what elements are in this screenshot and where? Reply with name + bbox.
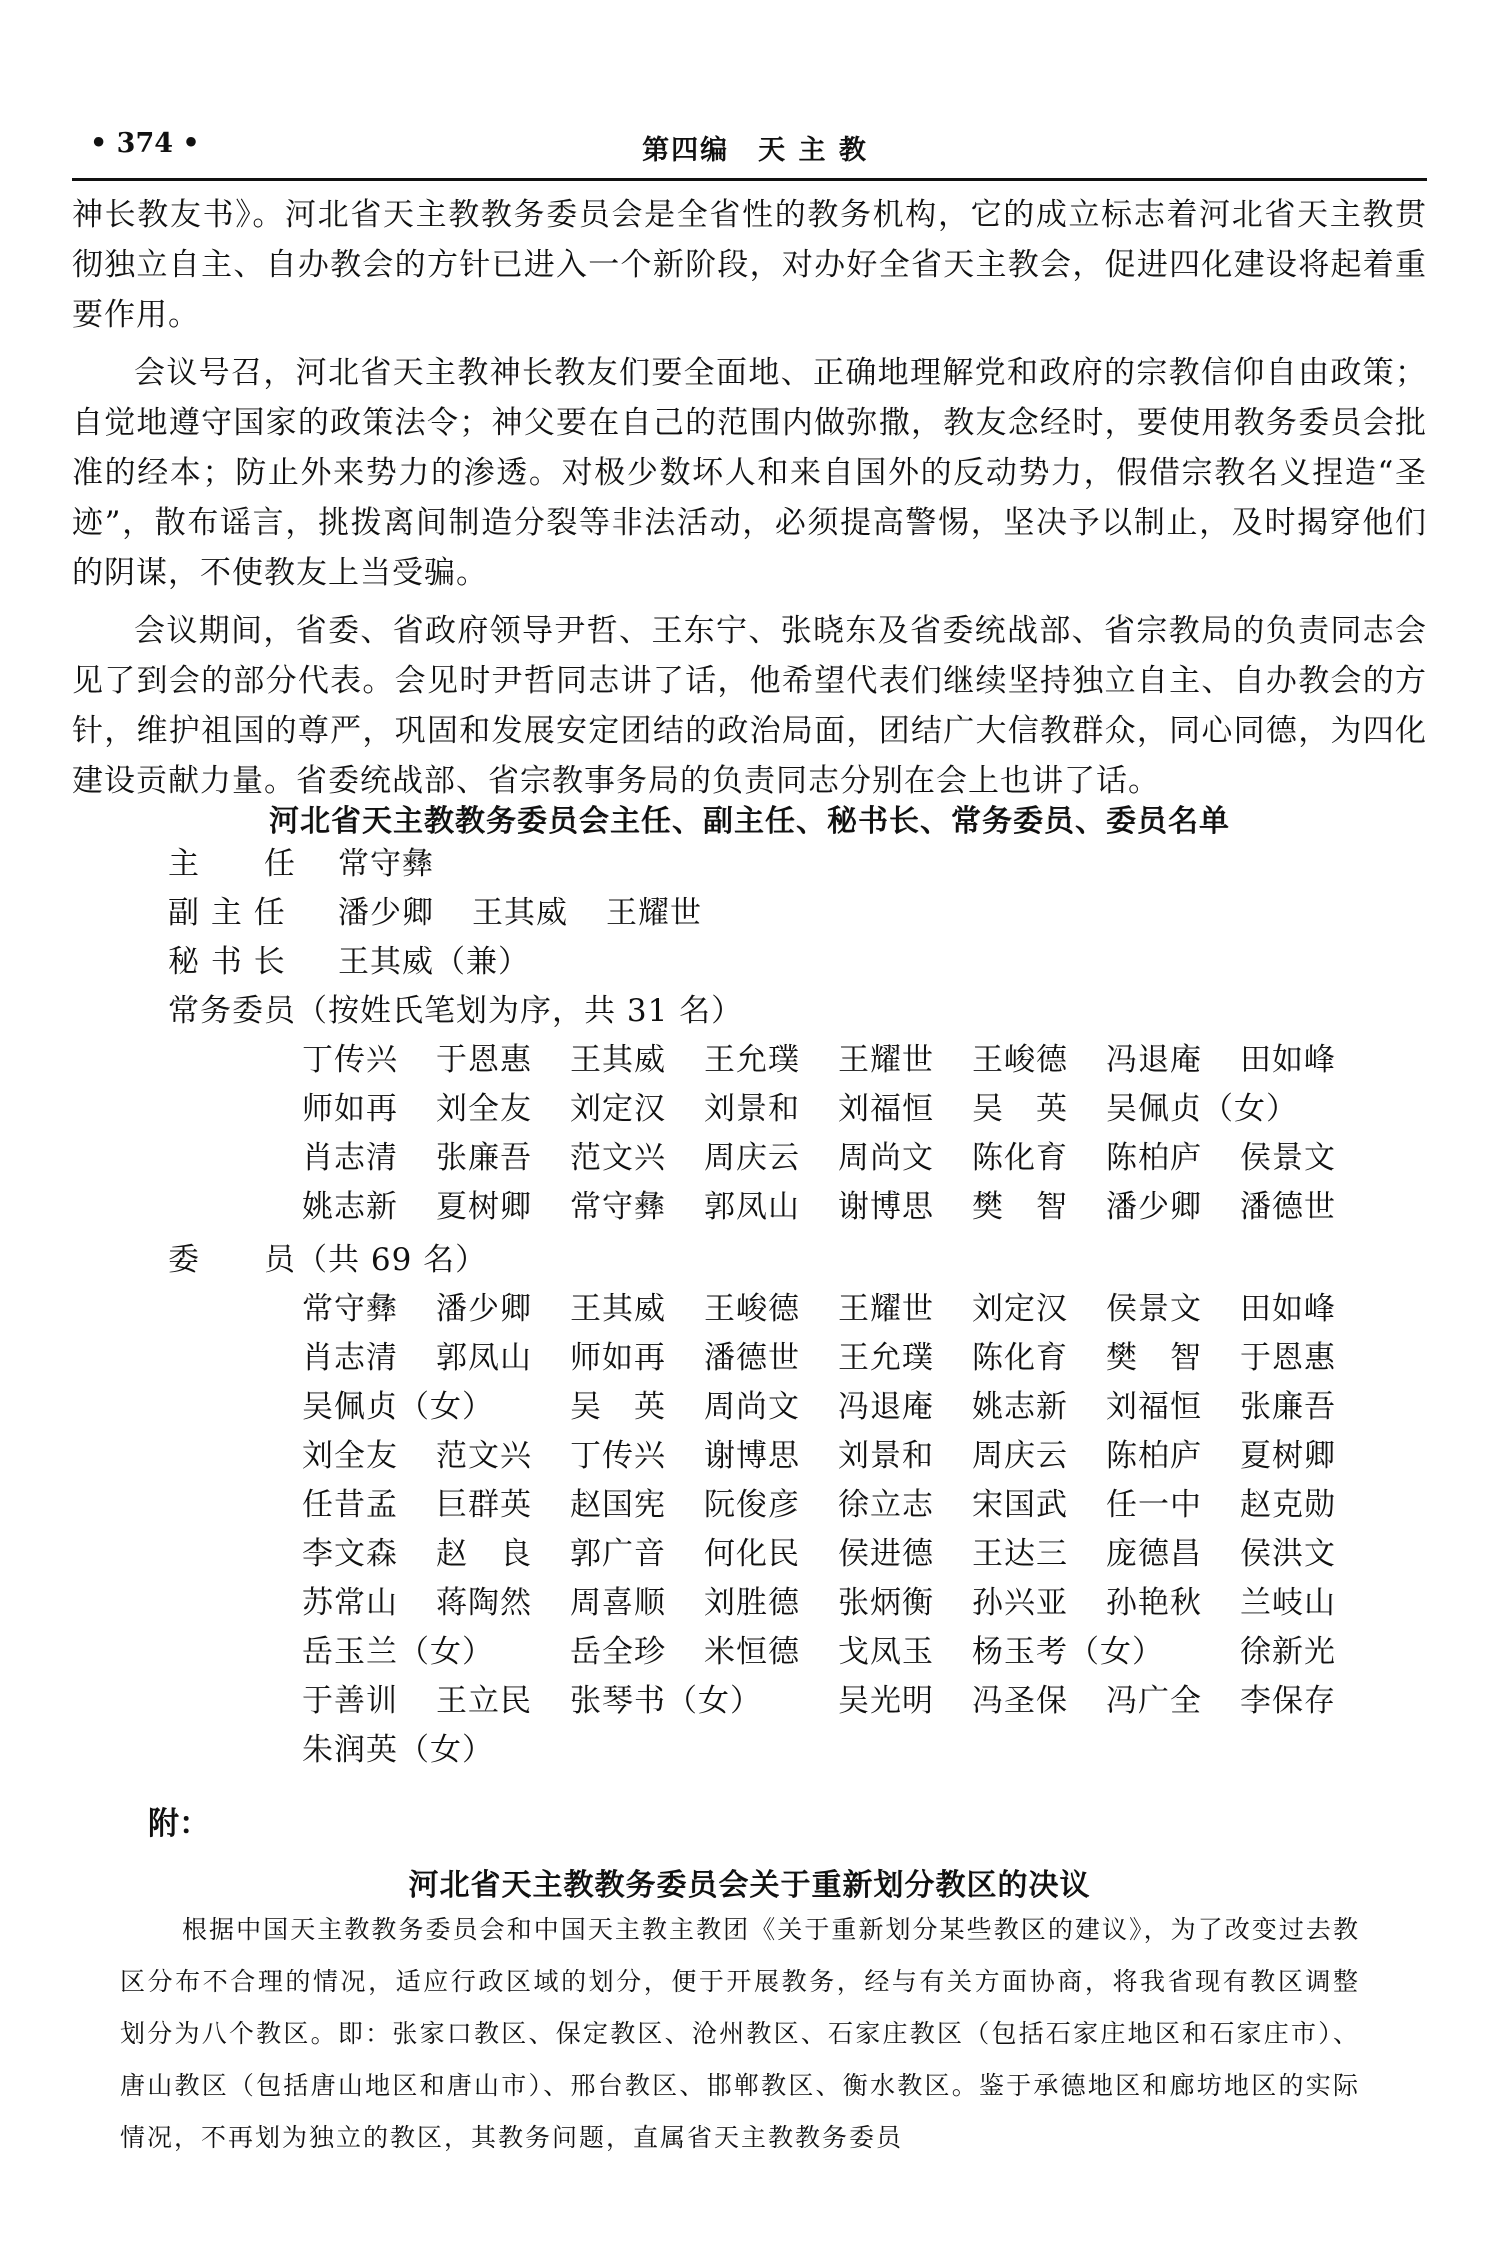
person-name: 侯进德 (838, 1536, 934, 1572)
person-name: 王其威 (570, 1042, 666, 1078)
person-name: 蒋陶然 (436, 1585, 532, 1621)
person-name: 王耀世 (838, 1042, 934, 1078)
director-name: 常守彝 (338, 846, 434, 882)
person-name: 樊 智 (972, 1189, 1068, 1225)
person-name: 任一中 (1106, 1487, 1202, 1523)
person-name: 刘定汉 (570, 1091, 666, 1127)
person-name: 肖志清 (302, 1140, 398, 1176)
person-name: 任昔孟 (302, 1487, 398, 1523)
person-name: 朱润英（女） (302, 1732, 494, 1768)
name-row (302, 1381, 1422, 1430)
person-name: 潘德世 (704, 1340, 800, 1376)
person-name: 徐立志 (838, 1487, 934, 1523)
person-name: 郭凤山 (704, 1189, 800, 1225)
person-name: 姚志新 (302, 1189, 398, 1225)
person-name: 李文森 (302, 1536, 398, 1572)
person-name: 刘胜德 (704, 1585, 800, 1621)
person-name: 周尚文 (704, 1389, 800, 1425)
person-name: 侯洪文 (1240, 1536, 1336, 1572)
resolution-title: 河北省天主教教务委员会关于重新划分教区的决议 (408, 1868, 1091, 1903)
person-name: 田如峰 (1240, 1042, 1336, 1078)
person-name: 陈柏庐 (1106, 1438, 1202, 1474)
person-name: 周喜顺 (570, 1585, 666, 1621)
person-name: 郭广音 (570, 1536, 666, 1572)
name-row (302, 1034, 1422, 1083)
person-name: 苏常山 (302, 1585, 398, 1621)
name-row (302, 1083, 1422, 1132)
name-row (302, 1181, 1422, 1230)
person-name: 冯退庵 (838, 1389, 934, 1425)
header-rule (72, 178, 1427, 181)
person-name: 吴 英 (972, 1091, 1068, 1127)
person-name: 王允璞 (704, 1042, 800, 1078)
person-name: 侯景文 (1240, 1140, 1336, 1176)
standing-committee-heading: 常务委员（按姓氏笔划为序，共 31 名） (168, 993, 744, 1029)
name-row (302, 1724, 1422, 1773)
person-name: 侯景文 (1106, 1291, 1202, 1327)
resolution-paragraph: 根据中国天主教教务委员会和中国天主教主教团《关于重新划分某些教区的建议》，为了改变过去教区分布不合理的情况，适应行政区域的划分，便于开展教务，经与有关方面协商，将我省现有教区调整划分为八个教区。即：张家口教区、保定教区、沧州教区、石家庄教区（包括石家庄地区和石家庄市）、唐山教区（包括唐山地区和唐山市）、邢台教区、邯郸教区、衡水教区。鉴于承德地区和廊坊地区的实际情况，不再划为独立的教区，其教务问题，直属省天主教教务委员 (120, 1915, 1360, 2152)
person-name: 于恩惠 (1240, 1340, 1336, 1376)
name-row (302, 1132, 1422, 1181)
person-name: 谢博思 (838, 1189, 934, 1225)
person-name: 常守彝 (302, 1291, 398, 1327)
person-name: 夏树卿 (436, 1189, 532, 1225)
person-name: 吴光明 (838, 1683, 934, 1719)
person-name: 潘少卿 (1106, 1189, 1202, 1225)
name-row (302, 1626, 1422, 1675)
resolution-body (120, 1904, 1360, 2164)
person-name: 王允璞 (838, 1340, 934, 1376)
list-title: 河北省天主教教务委员会主任、副主任、秘书长、常务委员、委员名单 (269, 804, 1230, 839)
name-row (302, 1332, 1422, 1381)
person-name: 张琴书（女） (570, 1683, 762, 1719)
paragraph-3: 会议期间，省委、省政府领导尹哲、王东宁、张晓东及省委统战部、省宗教局的负责同志会见了到会的部分代表。会见时尹哲同志讲了话，他希望代表们继续坚持独立自主、自办教会的方针，维护祖国的尊严，巩固和发展安定团结的政治局面，团结广大信教群众，同心同德，为四化建设贡献力量。省委统战部、省宗教事务局的负责同志分别在会上也讲了话。 (72, 613, 1427, 799)
person-name: 陈柏庐 (1106, 1140, 1202, 1176)
person-name: 刘景和 (838, 1438, 934, 1474)
person-name: 陈化育 (972, 1340, 1068, 1376)
person-name: 孙艳秋 (1106, 1585, 1202, 1621)
secretary-general-row (168, 936, 568, 981)
standing-committee-list (302, 1034, 1422, 1230)
person-name: 周庆云 (704, 1140, 800, 1176)
person-name: 王其威 (570, 1291, 666, 1327)
person-name: 巨群英 (436, 1487, 532, 1523)
person-name: 赵 良 (436, 1536, 532, 1572)
deputy-director-name: 王其威 (472, 895, 568, 931)
person-name: 刘全友 (302, 1438, 398, 1474)
person-name: 刘福恒 (1106, 1389, 1202, 1425)
person-name: 米恒德 (704, 1634, 800, 1670)
name-row (302, 1479, 1422, 1528)
name-row (302, 1528, 1422, 1577)
person-name: 夏树卿 (1240, 1438, 1336, 1474)
person-name: 赵国宪 (570, 1487, 666, 1523)
name-row (302, 1430, 1422, 1479)
person-name: 宋国武 (972, 1487, 1068, 1523)
person-name: 戈凤玉 (838, 1634, 934, 1670)
person-name: 姚志新 (972, 1389, 1068, 1425)
deputy-director-label: 副 主 任 (168, 895, 286, 931)
deputy-director-row (168, 887, 740, 932)
name-row (302, 1577, 1422, 1626)
committee-members-list (302, 1283, 1422, 1773)
person-name: 范文兴 (570, 1140, 666, 1176)
person-name: 丁传兴 (570, 1438, 666, 1474)
person-name: 周尚文 (838, 1140, 934, 1176)
person-name: 刘全友 (436, 1091, 532, 1127)
person-name: 阮俊彦 (704, 1487, 800, 1523)
person-name: 刘景和 (704, 1091, 800, 1127)
secretary-general-name: 王其威（兼） (338, 944, 530, 980)
person-name: 周庆云 (972, 1438, 1068, 1474)
person-name: 师如再 (570, 1340, 666, 1376)
deputy-director-name: 王耀世 (606, 895, 702, 931)
running-title: 第四编 天 主 教 (642, 135, 868, 166)
person-name: 何化民 (704, 1536, 800, 1572)
person-name: 丁传兴 (302, 1042, 398, 1078)
person-name: 师如再 (302, 1091, 398, 1127)
person-name: 张廉吾 (436, 1140, 532, 1176)
person-name: 张廉吾 (1240, 1389, 1336, 1425)
person-name: 吴佩贞（女） (302, 1389, 494, 1425)
person-name: 王立民 (436, 1683, 532, 1719)
person-name: 冯退庵 (1106, 1042, 1202, 1078)
secretary-general-label: 秘 书 长 (168, 944, 286, 980)
person-name: 庞德昌 (1106, 1536, 1202, 1572)
person-name: 王峻德 (704, 1291, 800, 1327)
person-name: 范文兴 (436, 1438, 532, 1474)
person-name: 兰岐山 (1240, 1585, 1336, 1621)
person-name: 潘德世 (1240, 1189, 1336, 1225)
person-name: 赵克勋 (1240, 1487, 1336, 1523)
person-name: 王峻德 (972, 1042, 1068, 1078)
person-name: 岳玉兰（女） (302, 1634, 494, 1670)
person-name: 杨玉考（女） (972, 1634, 1164, 1670)
person-name: 岳全珍 (570, 1634, 666, 1670)
person-name: 吴佩贞（女） (1106, 1091, 1298, 1127)
name-row (302, 1283, 1422, 1332)
body-text (72, 190, 1427, 814)
person-name: 徐新光 (1240, 1634, 1336, 1670)
person-name: 吴 英 (570, 1389, 666, 1425)
person-name: 郭凤山 (436, 1340, 532, 1376)
person-name: 樊 智 (1106, 1340, 1202, 1376)
page-number: • 374 • (90, 128, 200, 159)
paragraph-1: 神长教友书》。河北省天主教教务委员会是全省性的教务机构，它的成立标志着河北省天主教贯彻独立自主、自办教会的方针已进入一个新阶段，对办好全省天主教会，促进四化建设将起着重要作用。 (72, 197, 1427, 333)
director-label: 主 任 (168, 846, 296, 882)
person-name: 常守彝 (570, 1189, 666, 1225)
person-name: 孙兴亚 (972, 1585, 1068, 1621)
page-header (90, 128, 1420, 174)
person-name: 刘福恒 (838, 1091, 934, 1127)
person-name: 李保存 (1240, 1683, 1336, 1719)
person-name: 肖志清 (302, 1340, 398, 1376)
appendix-label: 附： (148, 1806, 210, 1842)
person-name: 张炳衡 (838, 1585, 934, 1621)
person-name: 谢博思 (704, 1438, 800, 1474)
person-name: 王达三 (972, 1536, 1068, 1572)
person-name: 于恩惠 (436, 1042, 532, 1078)
person-name: 潘少卿 (436, 1291, 532, 1327)
person-name: 田如峰 (1240, 1291, 1336, 1327)
person-name: 冯广全 (1106, 1683, 1202, 1719)
person-name: 刘定汉 (972, 1291, 1068, 1327)
name-row (302, 1675, 1422, 1724)
paragraph-2: 会议号召，河北省天主教神长教友们要全面地、正确地理解党和政府的宗教信仰自由政策；自觉地遵守国家的政策法令；神父要在自己的范围内做弥撒，教友念经时，要使用教务委员会批准的经本；防止外来势力的渗透。对极少数坏人和来自国外的反动势力，假借宗教名义捏造“圣迹”，散布谣言，挑拨离间制造分裂等非法活动，必须提高警惕，坚决予以制止，及时揭穿他们的阴谋，不使教友上当受骗。 (72, 355, 1427, 591)
deputy-director-name: 潘少卿 (338, 895, 434, 931)
person-name: 陈化育 (972, 1140, 1068, 1176)
members-heading: 委 员（共 69 名） (168, 1242, 488, 1278)
director-row (168, 838, 472, 883)
person-name: 于善训 (302, 1683, 398, 1719)
person-name: 王耀世 (838, 1291, 934, 1327)
person-name: 冯圣保 (972, 1683, 1068, 1719)
